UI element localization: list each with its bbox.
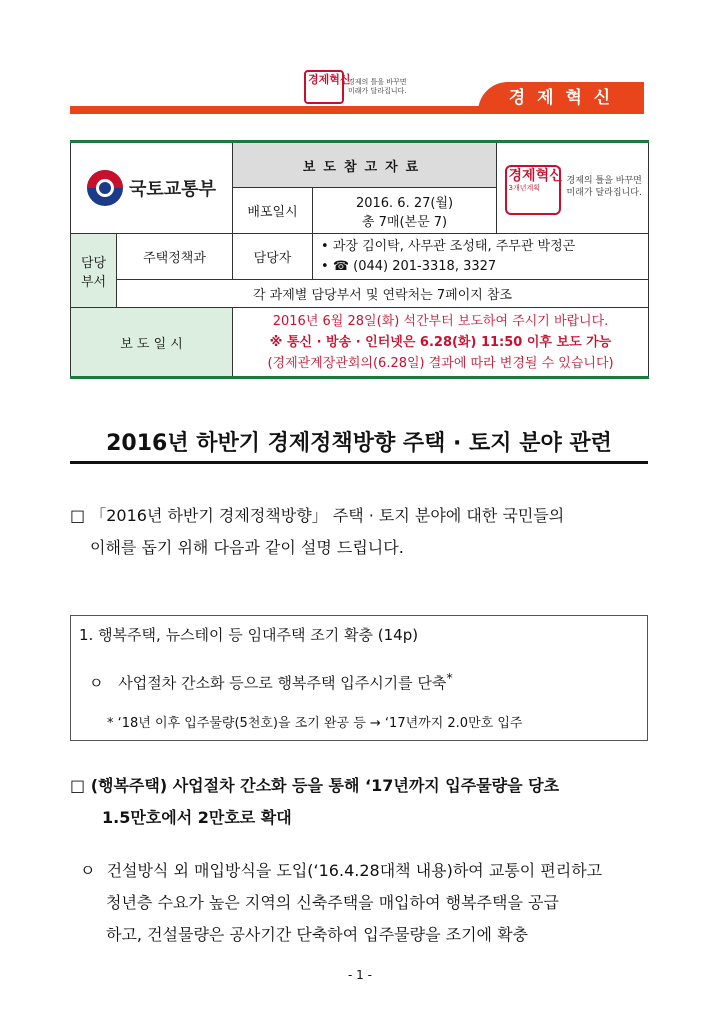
sub-paragraph [80,855,652,951]
release-info-cell [233,308,649,378]
intro-line-2: 이해를 돕기 위해 다음과 같이 설명 드립니다. [90,538,404,557]
intro-paragraph [70,500,650,564]
circle-bullet-icon: ㅇ [89,674,104,692]
top-brand-logo [302,70,422,102]
ministry-name: 국토교통부 [129,179,216,200]
square-bullet-icon: □ [70,506,86,525]
right-logo-cell [497,142,649,234]
box-footnote: * ‘18년 이후 입주물량(5천호)을 조기 완공 등 → ‘17년까지 2.0만호 입주 [107,716,523,731]
summary-box [70,615,648,741]
dist-label: 배포일시 [233,188,313,234]
footnote-mark: * [446,670,453,685]
sub-line-3: 하고, 건설물량은 공사기간 단축하여 입주물량을 조기에 확충 [106,925,529,944]
section-paragraph [70,770,650,834]
circle-bullet-icon: ㅇ [80,861,96,880]
right-slogan: 경제의 틀을 바꾸면 미래가 달라집니다. [566,176,642,198]
top-logo-text: 경제혁신 [308,73,351,86]
sub-line-2: 청년층 수요가 높은 지역의 신축주택을 매입하여 행복주택을 공급 [106,893,559,912]
dept-name: 주택정책과 [117,234,233,280]
right-brand-logo [499,159,647,217]
dist-date: 2016. 6. 27(월) [355,195,454,211]
taegeuk-emblem-icon [87,170,123,206]
title-underline [70,461,648,464]
box-item-text: 사업절차 간소화 등으로 행복주택 입주시기를 단축 [118,674,447,692]
box-heading: 1. 행복주택, 뉴스테이 등 임대주택 조기 확충 (14p) [79,626,419,644]
section-line-2: 1.5만호에서 2만호로 확대 [102,808,292,827]
top-slogan: 경제의 틀을 바꾸면 미래가 달라집니다. [348,78,407,95]
right-logo-text: 경제혁신 [508,168,563,184]
sub-line-1: 건설방식 외 매입방식을 도입(‘16.4.28대책 내용)하여 교통이 편리하고 [106,861,603,880]
press-header-table [70,140,649,379]
banner-label: 경 제 혁 신 [478,82,644,112]
doc-type-title: 보도참고자료 [233,142,497,188]
square-bullet-icon: □ [70,776,86,795]
release-line-3: (경제관계장관회의(6.28일) 결과에 따라 변경될 수 있습니다) [267,355,614,371]
document-title: 2016년 하반기 경제정책방향 주택 · 토지 분야 관련 [106,431,612,456]
ministry-cell [71,142,233,234]
dept-label: 담당 부서 [71,234,117,308]
contact-names: • 과장 김이탁, 사무관 조성태, 주무관 박정곤 [321,238,576,254]
release-line-2: ※ 통신 · 방송 · 인터넷은 6.28(화) 11:50 이후 보도 가능 [269,334,612,350]
page-number: - 1 - [348,968,372,982]
dist-info-cell [313,188,497,234]
contact-cell [313,234,649,280]
contact-label: 담당자 [233,234,313,280]
contact-phone: • ☎ (044) 201-3318, 3327 [321,258,497,274]
section-line-1: (행복주택) 사업절차 간소화 등을 통해 ‘17년까지 입주물량을 당초 [90,776,560,795]
page-count: 총 7매(본문 7) [361,214,448,230]
right-logo-sub: 3개년계획 [508,184,541,192]
box-item [89,670,453,693]
release-line-1: 2016년 6월 28일(화) 석간부터 보도하여 주시기 바랍니다. [272,313,609,329]
ministry-logo [71,170,232,206]
release-label: 보 도 일 시 [71,308,233,378]
contact-note: 각 과제별 담당부서 및 연락처는 7페이지 참조 [117,280,649,308]
intro-line-1: 「2016년 하반기 경제정책방향」 주택 · 토지 분야에 대한 국민들의 [90,506,565,525]
